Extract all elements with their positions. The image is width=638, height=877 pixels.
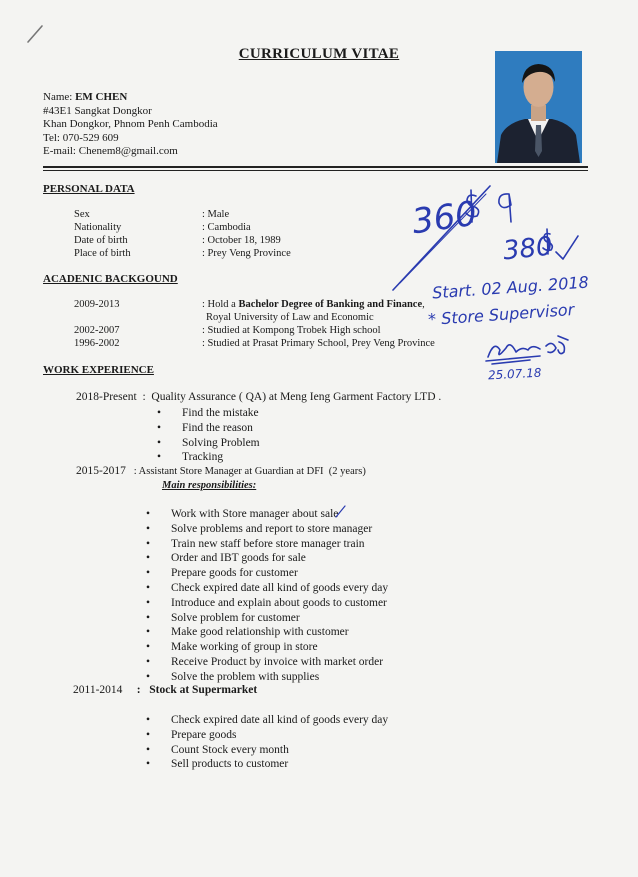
email-address: E-mail: Chenem8@gmail.com: [43, 145, 178, 157]
phone-number: Tel: 070-529 609: [43, 131, 119, 144]
academic-period-1: 2009-2013: [74, 299, 120, 310]
list-item: • Check expired date all kind of goods every day: [146, 713, 388, 728]
responsibilities-label: Main responsibilities:: [162, 480, 257, 491]
checkmark-icon: [336, 506, 345, 517]
checkmark-icon: [556, 236, 578, 259]
list-item: • Prepare goods: [146, 728, 388, 743]
list-item: • Find the reason: [157, 421, 260, 436]
list-item: • Solve problem for customer: [146, 611, 388, 626]
address-line-1: #43E1 Sangkat Dongkor: [43, 104, 152, 117]
academic-heading: ACADENIC BACKGOUND: [43, 273, 178, 285]
personal-data-heading: PERSONAL DATA: [43, 183, 135, 195]
list-item: • Solve the problem with supplies: [146, 670, 388, 685]
pob-value: : Prey Veng Province: [202, 248, 291, 259]
handwritten-position: * Store Supervisor: [427, 299, 575, 330]
dollar-sign-mark: [543, 229, 552, 254]
name-label: Name:: [43, 91, 76, 103]
job3-title: : Stock at Supermarket: [122, 684, 258, 696]
academic-entry-1: : Hold a Bachelor Degree of Banking and Finance,: [202, 299, 425, 310]
job1-period: 2018-Present: [76, 391, 137, 403]
list-item: • Train new staff before store manager train: [146, 537, 388, 552]
cv-title: CURRICULUM VITAE: [238, 46, 400, 62]
academic-period-3: 1996-2002: [74, 338, 120, 349]
handwritten-date: 25.07.18: [487, 365, 542, 383]
strike-through-mark: [400, 194, 486, 283]
handwritten-nine: [499, 194, 511, 222]
list-item: • Find the mistake: [157, 406, 260, 421]
academic-entry-3: : Studied at Prasat Primary School, Prey Veng Province: [202, 338, 435, 349]
signature-mark: [486, 345, 540, 364]
dob-value: : October 18, 1989: [202, 235, 281, 246]
strike-through-mark: [393, 186, 490, 290]
university-name: Royal University of Law and Economic: [206, 312, 374, 323]
signature-mark: [546, 336, 568, 354]
academic-period-2: 2002-2007: [74, 325, 120, 336]
list-item: • Work with Store manager about sale: [146, 507, 388, 522]
nationality-value: : Cambodia: [202, 222, 251, 233]
job3-period: 2011-2014: [73, 684, 123, 696]
applicant-name: EM CHEN: [75, 91, 128, 103]
degree-name: Bachelor Degree of Banking and Finance: [238, 299, 423, 310]
list-item: • Make good relationship with customer: [146, 625, 388, 640]
list-item: • Prepare goods for customer: [146, 566, 388, 581]
list-item: • Solve problems and report to store manager: [146, 522, 388, 537]
sex-value: : Male: [202, 209, 230, 220]
job1-title: : Quality Assurance ( QA) at Meng Ieng Garment Factory LTD .: [136, 391, 442, 403]
corner-pen-mark: [28, 26, 42, 42]
job2-period: 2015-2017: [76, 465, 126, 477]
handwritten-new-salary: 380: [501, 231, 555, 267]
list-item: • Solving Problem: [157, 436, 260, 451]
list-item: • Make working of group in store: [146, 640, 388, 655]
address-line-2: Khan Dongkor, Phnom Penh Cambodia: [43, 118, 218, 130]
nationality-label: Nationality: [74, 222, 122, 233]
list-item: • Order and IBT goods for sale: [146, 551, 388, 566]
work-experience-heading: WORK EXPERIENCE: [43, 364, 154, 376]
list-item: • Introduce and explain about goods to customer: [146, 596, 388, 611]
handwritten-start-date: Start. 02 Aug. 2018: [431, 272, 590, 303]
sex-label: Sex: [74, 209, 90, 220]
list-item: • Tracking: [157, 450, 260, 465]
job2-title: : Assistant Store Manager at Guardian at DFI (2 years): [125, 466, 366, 477]
list-item: • Check expired date all kind of goods every day: [146, 581, 388, 596]
list-item: • Receive Product by invoice with market order: [146, 655, 388, 670]
dob-label: Date of birth: [74, 235, 128, 246]
pob-label: Place of birth: [74, 248, 131, 259]
handwritten-old-salary: 360: [409, 193, 480, 243]
list-item: • Count Stock every month: [146, 743, 388, 758]
list-item: • Sell products to customer: [146, 757, 388, 772]
academic-entry-2: : Studied at Kompong Trobek High school: [202, 325, 381, 336]
